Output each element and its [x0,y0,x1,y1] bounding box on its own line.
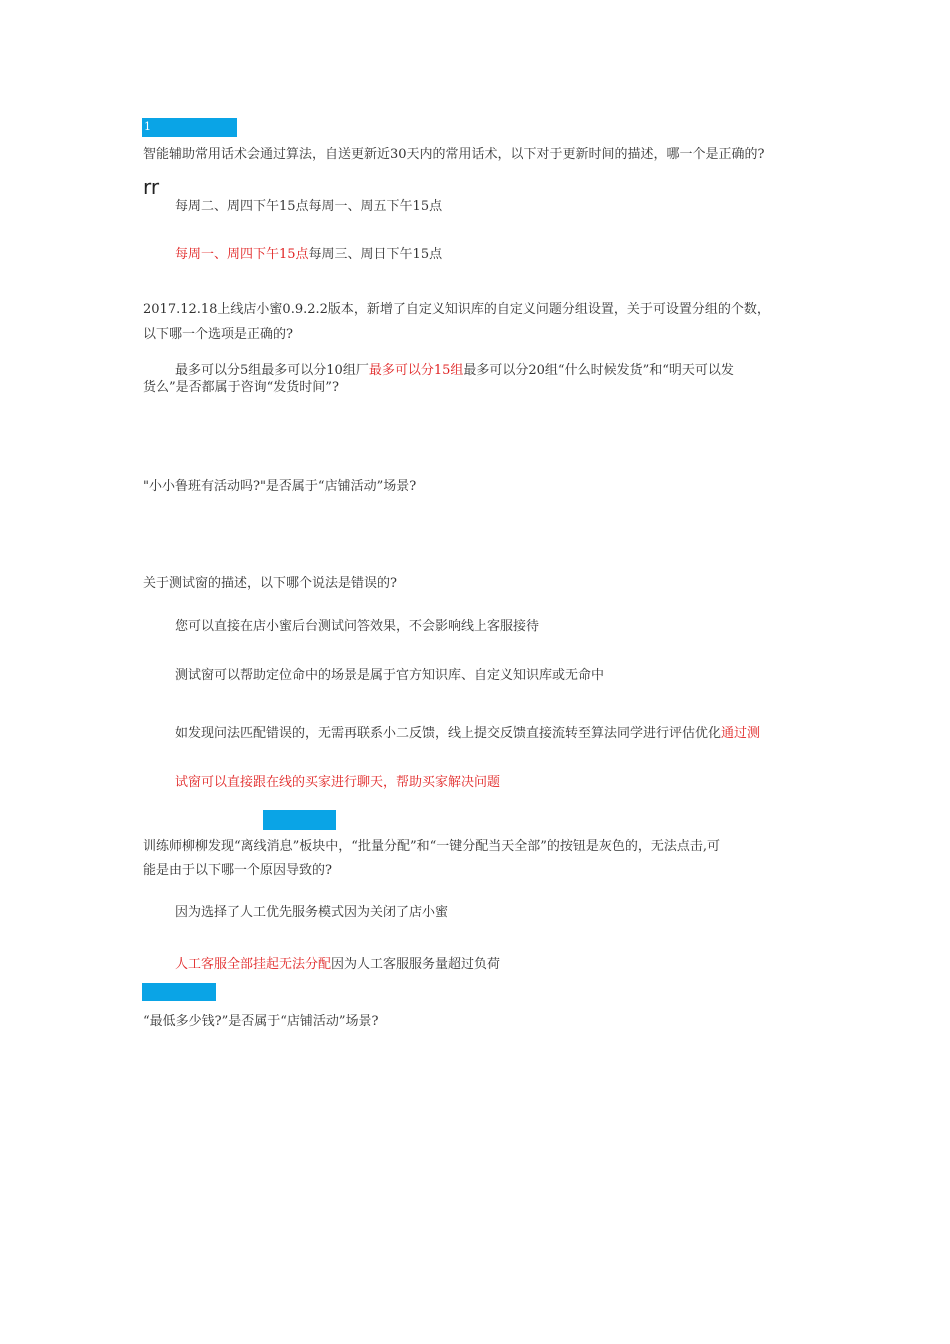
question-2-continuation: 货么”是否都属于咨询“发货时间”? [143,380,339,395]
question-1-options-line2 [175,246,442,264]
question-5-option-rest: 因为人工客服服务量超过负荷 [331,957,501,972]
question-5-text-line1: 训练师柳柳发现“离线消息”板块中，“批量分配”和“一键分配当天全部”的按钮是灰色的，无法点击,可 [143,839,721,854]
handwritten-mark: rr [143,175,160,199]
question-5-answer: 人工客服全部挂起无法分配 [175,957,332,972]
question-2-options-pre: 最多可以分5组最多可以分10组厂 [175,363,369,378]
question-2-answer: 最多可以分15组 [368,363,464,378]
question-3-text: "小小鲁班有活动吗?"是否属于“店铺活动”场景? [143,479,417,494]
question-2-options-post: 最多可以分20组“什么时候发货”和“明天可以发 [463,363,734,378]
question-5-options-line1: 因为选择了人工优先服务模式因为关闭了店小蜜 [175,905,449,920]
question-4-option-3-text: 如发现问法匹配错误的，无需再联系小二反馈，线上提交反馈直接流转至算法同学进行评估优化 [175,726,722,741]
section-highlight-bar-2 [142,983,216,1001]
question-4-option-2: 测试窗可以帮助定位命中的场景是属于官方知识库、自定义知识库或无命中 [175,668,605,683]
question-1-answer: 每周一、周四下午15点 [175,247,309,262]
question-number: 1 [144,120,151,133]
question-4-answer-part1: 通过测 [721,726,761,741]
question-1-option-rest: 每周三、周日下午15点 [308,247,443,262]
question-number-highlight [142,118,237,137]
question-4-text: 关于测试窗的描述，以下哪个说法是错误的? [143,576,397,591]
question-2-options [175,362,734,380]
question-2-text-line2: 以下哪一个选项是正确的? [143,327,293,342]
question-4-answer-part2: 试窗可以直接跟在线的买家进行聊天，帮助买家解决问题 [175,775,501,790]
question-1-text: 智能辅助常用话术会通过算法，自送更新近30天内的常用话术，以下对于更新时间的描述，哪一个是正确的? [143,147,765,162]
section-highlight-bar [263,810,336,830]
question-4-option-3 [175,725,760,743]
question-1-options-line1: 每周二、周四下午15点每周一、周五下午15点 [175,199,443,214]
question-4-option-1: 您可以直接在店小蜜后台测试问答效果，不会影响线上客服接待 [175,619,540,634]
question-5-options-line2 [175,956,500,974]
question-2-text-line1: 2017.12.18上线店小蜜0.9.2.2版本，新增了自定义知识库的自定义问题分组设置，关于可设置分组的个数， [143,302,770,317]
question-6-text: “最低多少钱?”是否属于“店铺活动”场景? [143,1014,379,1029]
question-5-text-line2: 能是由于以下哪一个原因导致的? [143,863,332,878]
